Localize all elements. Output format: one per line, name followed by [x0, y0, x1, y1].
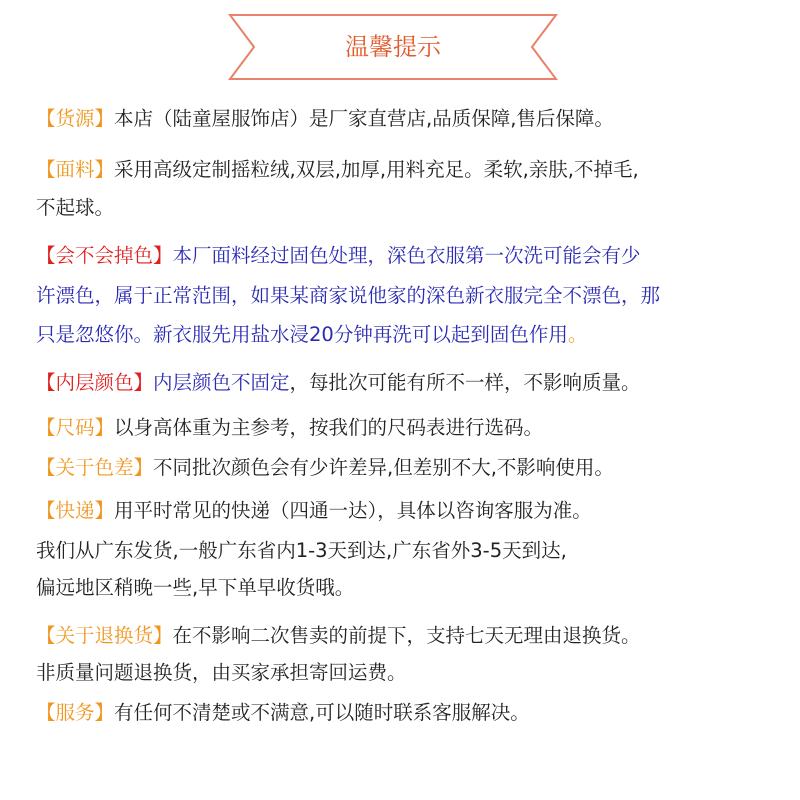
fabric-text-1: 采用高级定制摇粒绒,双层,加厚,用料充足。柔软,亲肤,不掉毛, — [114, 158, 639, 181]
section-fade-cont-2 — [36, 322, 587, 348]
section-size — [36, 415, 543, 441]
section-shipping — [36, 498, 592, 524]
fade-text-3: 只是忽悠你。新衣服先用盐水浸20分钟再洗可以起到固色作用 — [36, 323, 568, 346]
section-shipping-cont-1 — [36, 538, 567, 564]
inner-tag: 【内层颜色】 — [36, 371, 154, 394]
inner-text-rest: ，每批次可能有所不一样，不影响质量。 — [289, 371, 641, 394]
size-tag: 【尺码】 — [36, 416, 115, 439]
service-text: 有任何不清楚或不满意,可以随时联系客服解决。 — [114, 701, 530, 724]
section-inner — [36, 370, 641, 396]
shipping-text-3: 偏远地区稍晚一些,早下单早收货哦。 — [36, 576, 355, 599]
source-text: 本店（陆童屋服饰店）是厂家直营店,品质保障,售后保障。 — [114, 107, 614, 130]
shipping-text-1: 用平时常见的快递（四通一达），具体以咨询客服为准。 — [114, 499, 592, 522]
returns-tag: 【关于退换货】 — [36, 624, 173, 647]
section-service — [36, 700, 530, 726]
fade-text-end: 。 — [567, 323, 588, 346]
section-color-diff — [36, 455, 614, 481]
fade-text-2: 许漂色，属于正常范围，如果某商家说他家的深色新衣服完全不漂色，那 — [36, 284, 661, 307]
color-diff-tag: 【关于色差】 — [36, 456, 154, 479]
returns-text-1: 在不影响二次售卖的前提下，支持七天无理由退换货。 — [172, 624, 641, 647]
shipping-tag: 【快递】 — [36, 499, 115, 522]
color-diff-text: 不同批次颜色会有少许差异,但差别不大,不影响使用。 — [153, 456, 614, 479]
section-fade — [36, 243, 641, 269]
section-returns — [36, 623, 641, 649]
fabric-tag: 【面料】 — [36, 158, 115, 181]
fabric-text-2: 不起球。 — [36, 196, 115, 219]
section-shipping-cont-2 — [36, 575, 354, 601]
section-returns-cont — [36, 660, 407, 686]
section-fabric-cont — [36, 195, 114, 221]
fade-text-1: 本厂面料经过固色处理，深色衣服第一次洗可能会有少 — [172, 244, 641, 267]
title-banner — [228, 12, 558, 82]
inner-text-lead: 内层颜色不固定 — [153, 371, 290, 394]
page-title: 温馨提示 — [345, 33, 441, 61]
section-fade-cont-1 — [36, 283, 660, 309]
section-fabric — [36, 157, 639, 183]
shipping-text-2: 我们从广东发货,一般广东省内1-3天到达,广东省外3-5天到达, — [36, 539, 567, 562]
size-text: 以身高体重为主参考，按我们的尺码表进行选码。 — [114, 416, 544, 439]
source-tag: 【货源】 — [36, 107, 115, 130]
service-tag: 【服务】 — [36, 701, 115, 724]
fade-tag: 【会不会掉色】 — [36, 244, 173, 267]
returns-text-2: 非质量问题退换货，由买家承担寄回运费。 — [36, 661, 407, 684]
section-source — [36, 106, 614, 132]
